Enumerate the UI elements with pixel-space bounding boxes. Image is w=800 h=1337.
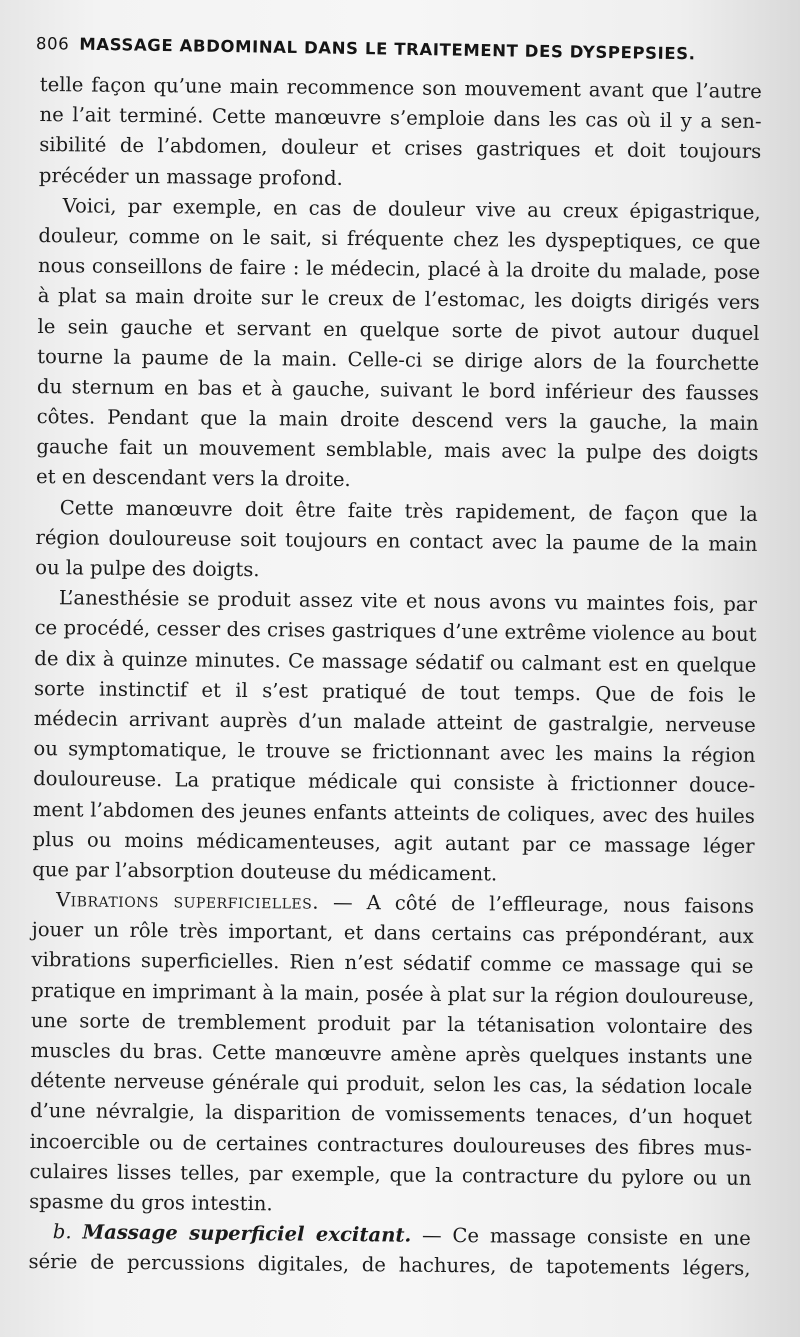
text-line: sibilité de l’abdomen, douleur et crises gastriques et doit toujours (39, 133, 762, 164)
text-line: jouer un rôle très important, et dans certains cas prépondérant, aux (31, 918, 754, 949)
text-line: du sternum en bas et à gauche, suivant le bord inférieur des fausses (36, 374, 760, 405)
text-line: ou la pulpe des doigts. (35, 555, 260, 582)
running-title: MASSAGE ABDOMINAL DANS LE TRAITEMENT DES DYSPEPSIES. (79, 34, 696, 64)
text-line: précéder un massage profond. (38, 163, 343, 190)
paragraph (36, 191, 761, 500)
paragraph (28, 1217, 751, 1284)
section-lead: Massage superficiel excitant. (82, 1220, 412, 1247)
text-line: L’anesthésie se produit assez vite et nous avons vu maintes fois, par (58, 586, 758, 617)
text-line: région douloureuse soit toujours en contact avec la paume de la main (35, 525, 758, 556)
text-line: série de percussions digitales, de hachures, de tapotements légers, (28, 1250, 751, 1281)
text-line: une sorte de tremblement produit par la tétanisation volontaire des (30, 1008, 753, 1039)
text-line: plus ou moins médicamenteuses, agit autant par ce massage léger (32, 827, 755, 858)
paragraph (39, 70, 762, 198)
text-line: vibrations superficielles. Rien n’est sédatif comme ce massage qui se (31, 948, 754, 979)
running-head (36, 34, 776, 65)
text-line: incoercible ou de certaines contractures douloureuses des fibres mus- (29, 1129, 752, 1160)
text-line: ou symptomatique, le trouve se frictionnant avec les mains la région (33, 737, 756, 768)
paragraph (29, 885, 754, 1224)
paragraph (32, 583, 757, 892)
text-line: culaires lisses telles, par exemple, que la contracture du pylore ou un (29, 1159, 752, 1190)
text-line: médecin arrivant auprès d’un malade atteint de gastralgie, nerveuse (33, 706, 756, 737)
text-line: pratique en imprimant à la main, posée à plat sur la région douloureuse, (31, 978, 755, 1009)
text-line: ce procédé, cesser des crises gastriques d’une extrême violence au bout (34, 616, 757, 647)
text-line: le sein gauche et servant en quelque sorte de pivot autour duquel (37, 314, 760, 345)
text-line: ne l’ait terminé. Cette manœuvre s’emploie dans les cas où il y a sen- (39, 103, 762, 134)
text-line: à plat sa main droite sur le creux de l’estomac, les doigts dirigés vers (37, 284, 760, 315)
text-line: Voici, par exemple, en cas de douleur vive au creux épigastrique, (62, 193, 761, 224)
text-line: ment l’abdomen des jeunes enfants atteints de coliques, avec des huiles (32, 797, 755, 828)
text-line: sorte instinctif et il s’est pratiqué de tout temps. Que de fois le (33, 676, 757, 707)
page-number: 806 (35, 34, 70, 54)
text-line: muscles du bras. Cette manœuvre amène après quelques instants une (30, 1038, 753, 1069)
text-line: que par l’absorption douteuse du médicament. (32, 857, 498, 886)
body-text (28, 70, 762, 1284)
text-fragment: — Ce massage consiste en une (411, 1223, 751, 1251)
text-line: et en descendant vers la droite. (35, 465, 351, 492)
text-line: gauche fait un mouvement semblable, mais avec la pulpe des doigts (36, 435, 759, 466)
text-line: nous conseillons de faire : le médecin, placé à la droite du malade, pose (38, 254, 761, 285)
text-line: telle façon qu’une main recommence son mouvement avant que l’autre (39, 72, 762, 103)
text-line: douleur, comme on le sait, si fréquente chez les dyspeptiques, ce que (38, 223, 761, 254)
text-line: de dix à quinze minutes. Ce massage sédatif ou calmant est en quelque (34, 646, 757, 677)
text-line: spasme du gros intestin. (29, 1189, 273, 1216)
text-line: Cette manœuvre doit être faite très rapidement, de façon que la (59, 495, 758, 526)
text-fragment: — A côté de l’effleurage, nous faisons (318, 890, 755, 918)
text-line: tourne la paume de la main. Celle-ci se dirige alors de la fourchette (37, 344, 760, 375)
section-marker: b. (52, 1220, 72, 1244)
text-line: côtes. Pendant que la main droite descend vers la gauche, la main (36, 405, 759, 435)
paragraph (35, 493, 758, 590)
text-line: détente nerveuse générale qui produit, selon les cas, la sédation locale (30, 1069, 753, 1100)
text-line: douloureuse. La pratique médicale qui consiste à frictionner douce- (33, 767, 756, 798)
section-lead: Vibrations superficielles. (55, 888, 320, 914)
text-line: d’une névralgie, la disparition de vomissements tenaces, d’un hoquet (29, 1099, 753, 1130)
